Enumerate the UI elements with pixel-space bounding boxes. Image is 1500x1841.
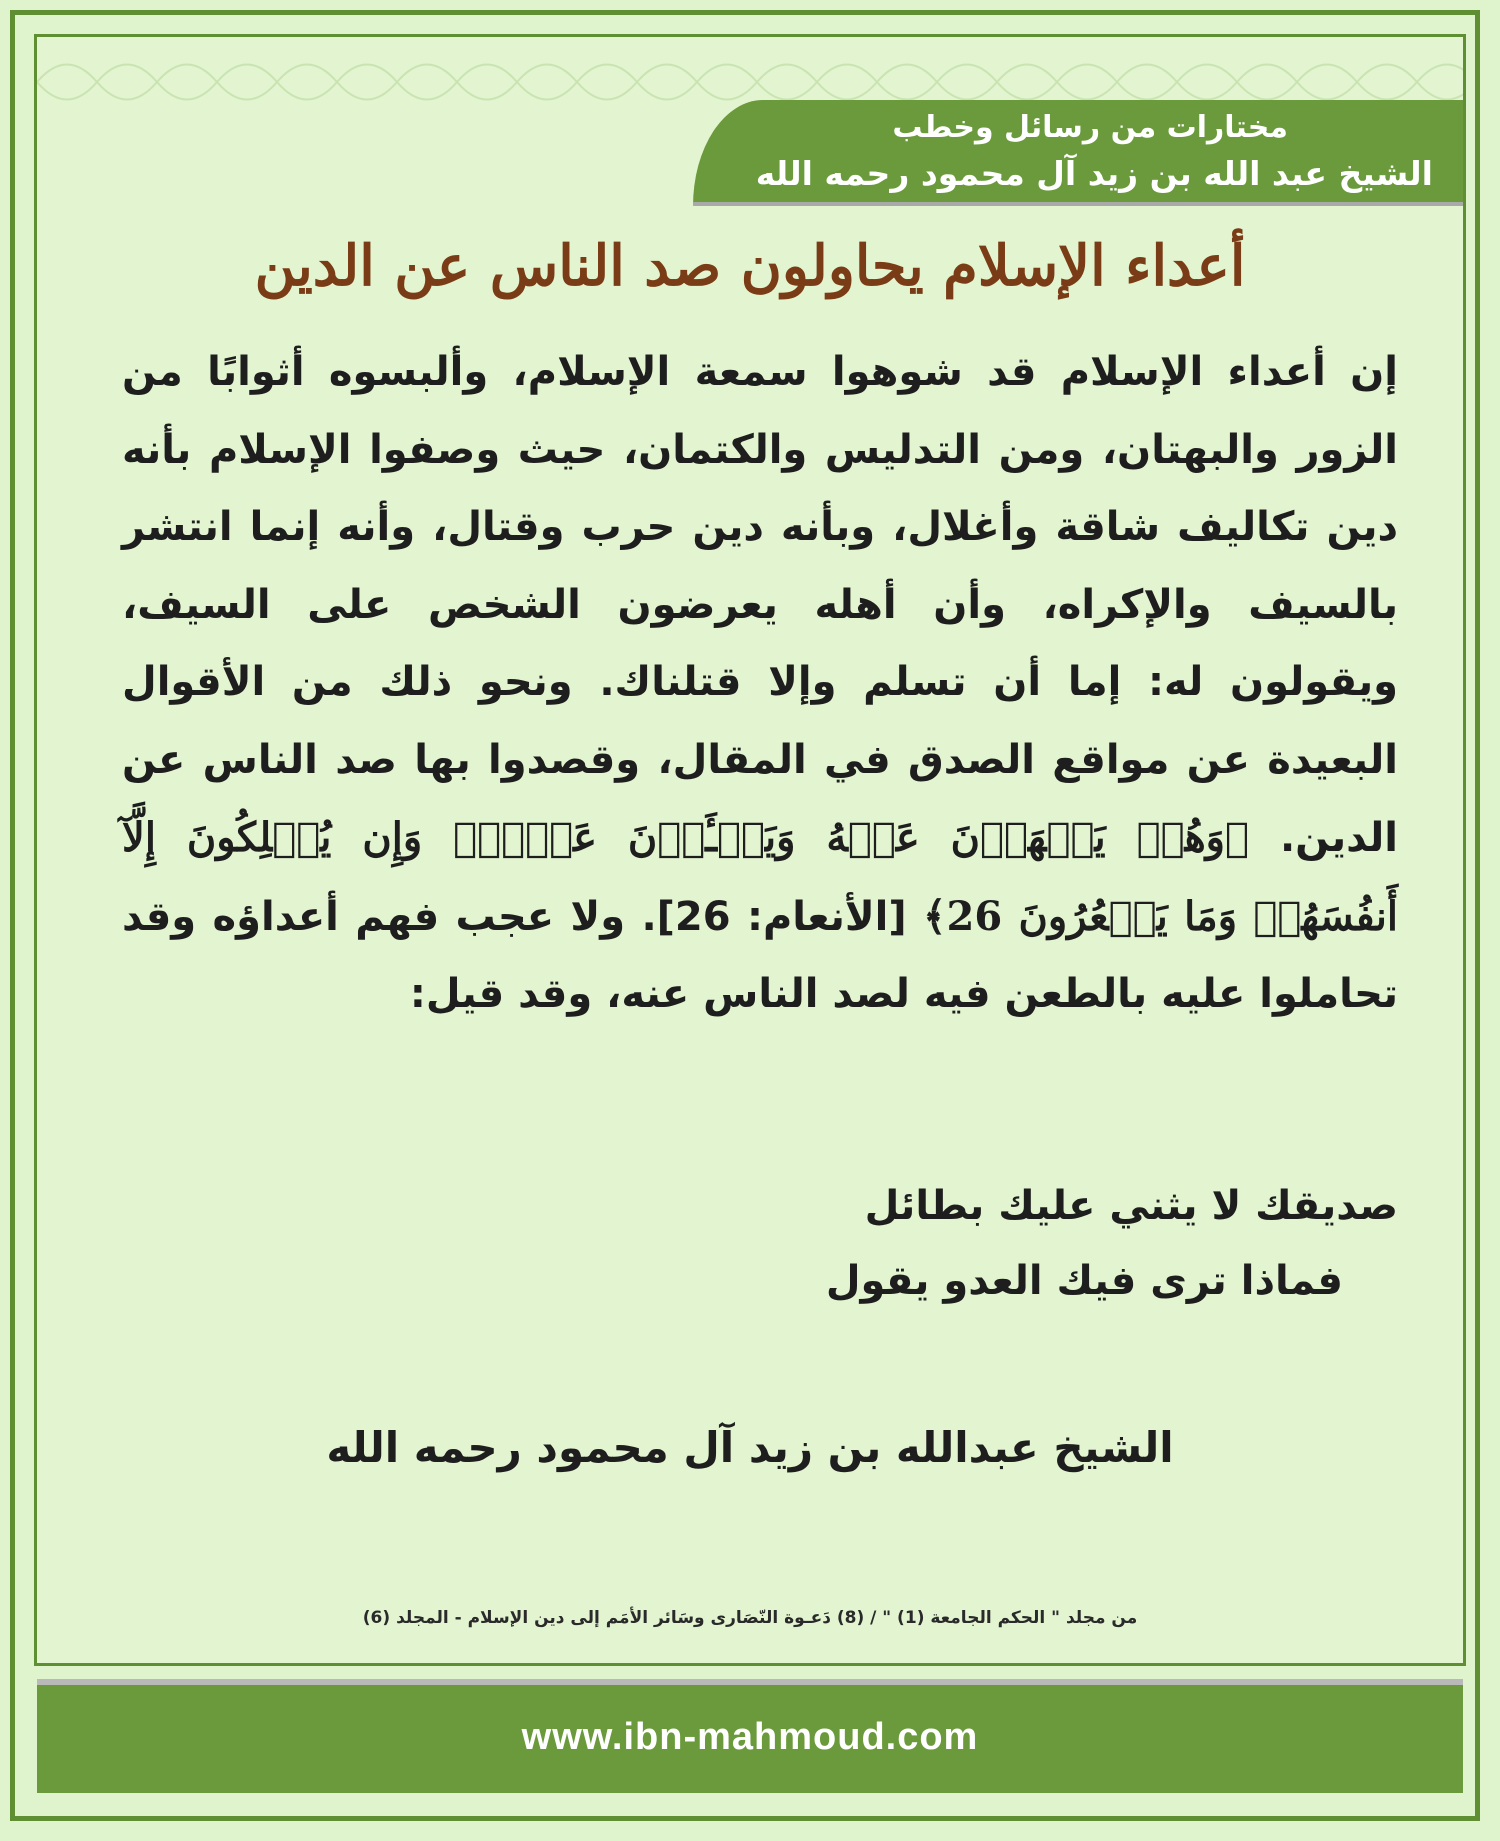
- poem-line-1: صديقك لا يثني عليك بطائل: [864, 1183, 1398, 1229]
- source-reference: من مجلد " الحكم الجامعة (1) " / (8) دَعـوة النّصَارى وسَائر الأمَم إلى دين الإسلام - المجلد (6): [362, 1608, 1138, 1628]
- article-outro: ولا عجب فهم أعداؤه وقد تحاملوا عليه بالطعن فيه لصد الناس عنه، وقد قيل:: [122, 893, 1398, 1017]
- page-title: أعداء الإسلام يحاولون صد الناس عن الدين: [254, 233, 1246, 299]
- header-banner: [693, 100, 1463, 206]
- poem-line-2: فماذا ترى فيك العدو يقول: [825, 1258, 1343, 1304]
- author-signature: الشيخ عبدالله بن زيد آل محمود رحمه الله: [326, 1423, 1174, 1472]
- footer-bar: [37, 1679, 1463, 1793]
- header-subtitle: مختارات من رسائل وخطب: [892, 110, 1288, 145]
- article-body: [122, 334, 1398, 1034]
- header-author: الشيخ عبد الله بن زيد آل محمود رحمه الله: [755, 154, 1433, 193]
- verse-citation: [الأنعام: 26].: [641, 893, 907, 940]
- article-intro: إن أعداء الإسلام قد شوهوا سمعة الإسلام، وألبسوه أثوابًا من الزور والبهتان، ومن التدليس والكتمان، حيث وصفوا الإسلام بأنه دين تكاليف شاقة وأغلال، وبأنه دين حرب وقتال، وأنه إنما انتشر بالسيف والإكراه، وأن أهله يعرضون الشخص على السيف، ويقولون له: إما أن تسلم وإلا قتلناك. ونحو ذلك من الأقوال البعيدة عن مواقع الصدق في المقال، وقصدوا بها صد الناس عن الدين.: [122, 349, 1398, 861]
- quran-verse: ﴿وَهُمۡ يَنۡهَوۡنَ عَنۡهُ وَيَنۡـَٔوۡنَ عَنۡهُۖ وَإِن يُهۡلِكُونَ إِلَّآ أَنفُسَهُمۡ وَمَا يَشۡعُرُونَ 26﴾: [122, 814, 1398, 940]
- website-link[interactable]: www.ibn-mahmoud.com: [521, 1716, 979, 1758]
